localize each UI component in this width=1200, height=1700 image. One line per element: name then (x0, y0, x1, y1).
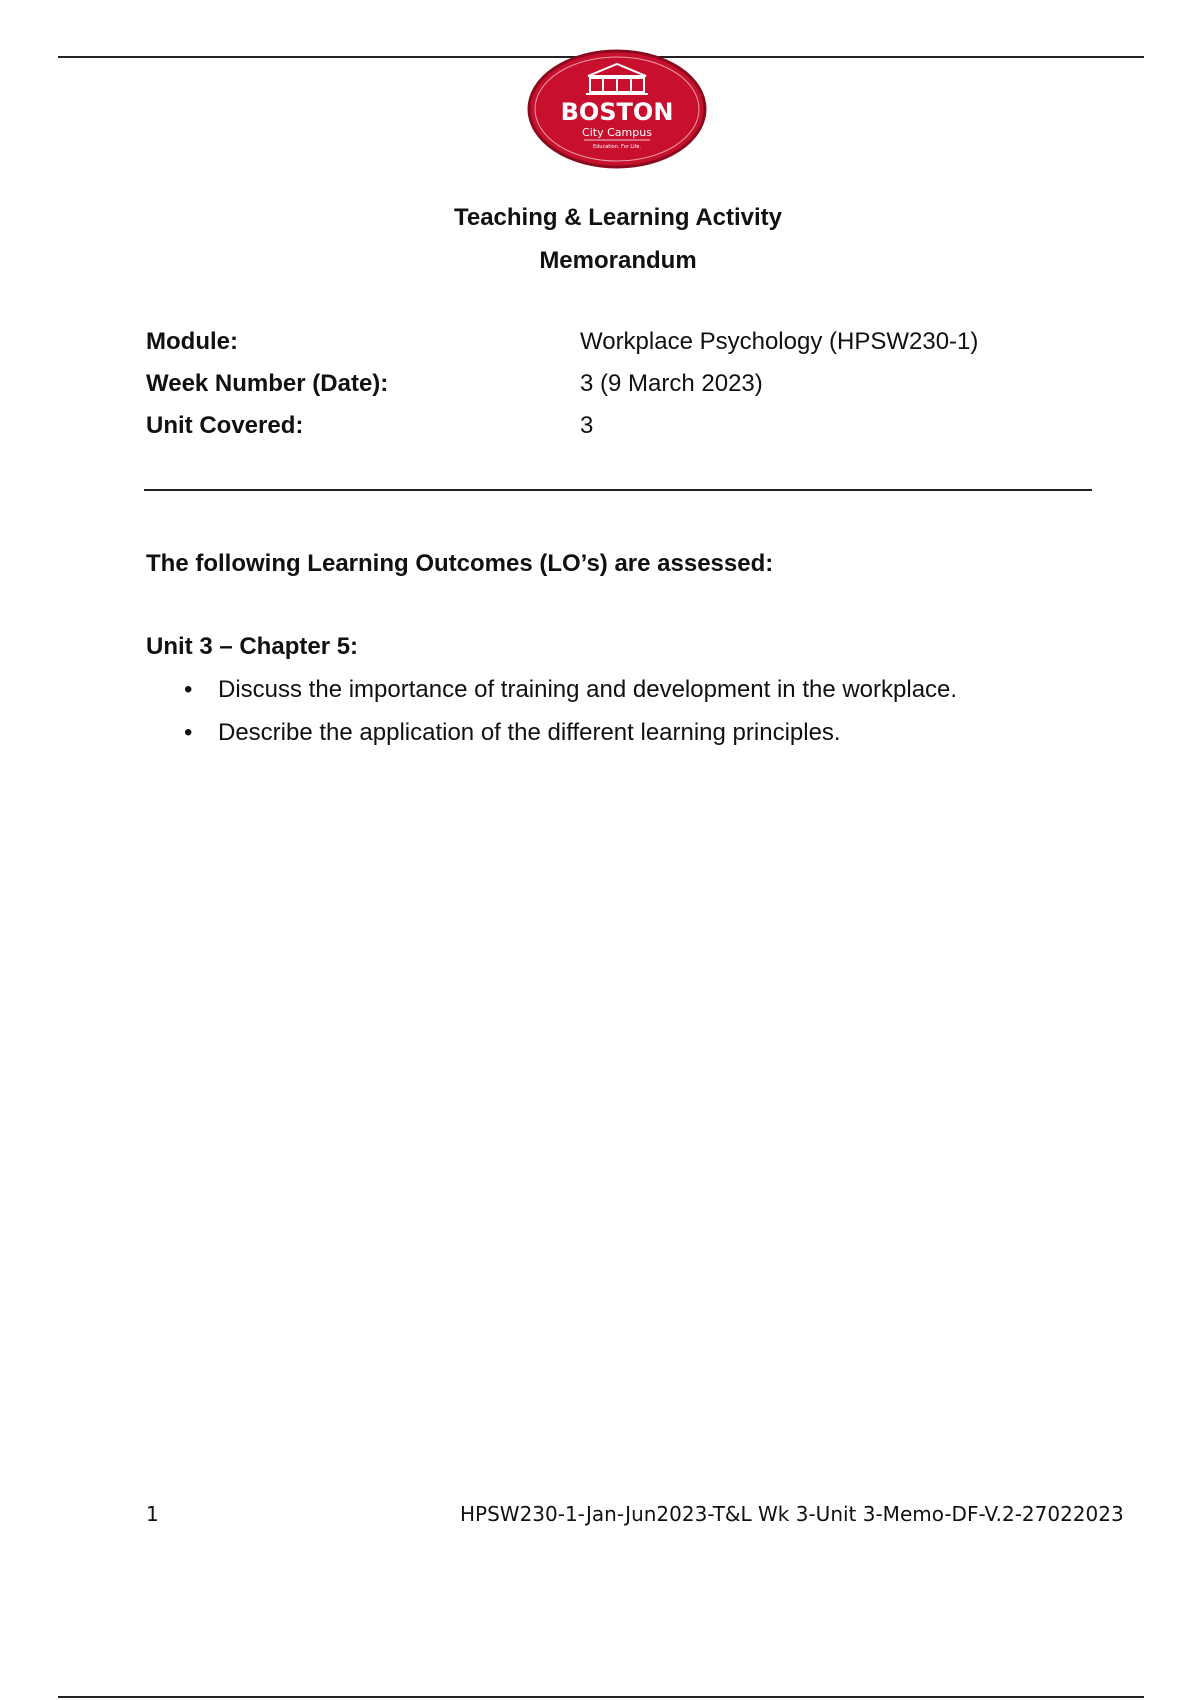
module-details (146, 328, 1106, 454)
bottom-rule (58, 1696, 1144, 1698)
logo-tagline: Education. For Life. (592, 144, 642, 150)
bullet-icon: • (184, 676, 193, 703)
document-title: Teaching & Learning Activity (453, 204, 783, 231)
module-label: Module: (146, 328, 238, 355)
unit-covered-label: Unit Covered: (146, 412, 304, 439)
outcome-text: Describe the application of the different learning principles. (218, 719, 841, 746)
learning-outcomes-list (146, 676, 957, 762)
week-number-value: 3 (9 March 2023) (580, 370, 763, 397)
document-subtitle: Memorandum (539, 247, 697, 274)
list-item (146, 719, 957, 762)
learning-outcomes-heading: The following Learning Outcomes (LO’s) are assessed: (146, 550, 774, 577)
section-divider (144, 489, 1092, 491)
logo-name: BOSTON (560, 98, 674, 126)
unit-chapter-heading: Unit 3 – Chapter 5: (146, 633, 359, 660)
boston-city-campus-logo (526, 48, 708, 170)
module-value: Workplace Psychology (HPSW230-1) (580, 328, 979, 355)
module-row (146, 328, 1106, 370)
page-number: 1 (146, 1502, 159, 1526)
bullet-icon: • (184, 719, 193, 746)
document-code: HPSW230-1-Jan-Jun2023-T&L Wk 3-Unit 3-Memo-DF-V.2-27022023 (460, 1502, 1124, 1526)
week-number-row (146, 370, 1106, 412)
outcome-text: Discuss the importance of training and development in the workplace. (218, 676, 958, 703)
week-number-label: Week Number (Date): (146, 370, 389, 397)
logo-sub: City Campus (582, 126, 652, 139)
unit-covered-value: 3 (580, 412, 594, 439)
unit-covered-row (146, 412, 1106, 454)
list-item (146, 676, 957, 719)
